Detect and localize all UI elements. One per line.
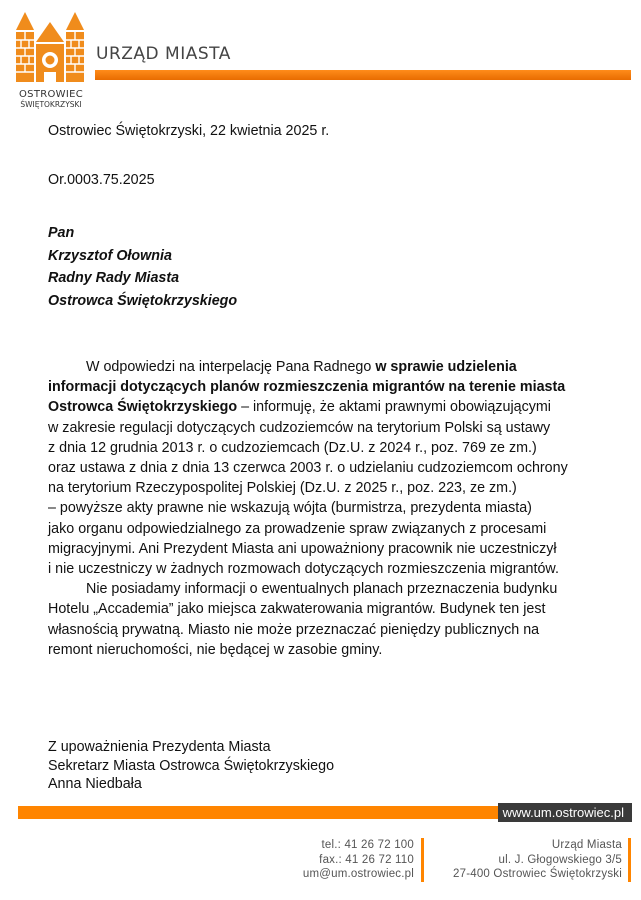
city-crest-logo [14, 8, 86, 84]
body-bold-text: informacji dotyczących planów rozmieszczenia migrantów na terenie miasta [48, 379, 566, 396]
footer-email[interactable]: um@um.ostrowiec.pl [302, 868, 414, 880]
addressee-name: Krzysztof Ołownia [48, 247, 172, 264]
signature-authority: Z upoważnienia Prezydenta Miasta [48, 739, 271, 755]
footer-phone: tel.: 41 26 72 100 [321, 839, 414, 851]
addressee-salutation: Pan [48, 225, 75, 241]
addressee-role: Radny Rady Miasta [48, 270, 180, 286]
body-bold-text: w sprawie udzielenia [375, 359, 517, 375]
signature-block [48, 738, 334, 794]
footer-address-city: 27-400 Ostrowiec Świętokrzyski [453, 868, 622, 880]
body-line: Hotelu „Accademia” jako miejsca zakwaterowania migrantów. Budynek ten jest [48, 601, 546, 618]
body-line [48, 357, 608, 377]
logo-caption [8, 89, 94, 109]
body-text: W odpowiedzi na interpelację Pana Radnego [86, 359, 376, 375]
paragraph-2 [48, 579, 608, 660]
body-line: w zakresie regulacji dotyczących cudzoziemców na terytorium Polski są ustawy [48, 419, 551, 436]
body-line [48, 397, 608, 417]
body-line: własnością prywatną. Miasto nie może przeznaczać pieniędzy publicznych na [48, 621, 540, 638]
footer-website[interactable]: www.um.ostrowiec.pl [498, 803, 632, 822]
body-line: – powyższe akty prawne nie wskazują wójta (burmistrza, prezydenta miasta) [48, 500, 532, 517]
logo-city-name: OSTROWIEC [19, 89, 83, 100]
addressee-city: Ostrowca Świętokrzyskiego [48, 292, 238, 309]
body-text: – informuję, że aktami prawnymi obowiązującymi [237, 399, 551, 416]
reference-number: Or.0003.75.2025 [48, 172, 155, 188]
office-title: URZĄD MIASTA [96, 44, 231, 64]
signature-title: Sekretarz Miasta Ostrowca Świętokrzyskiego [48, 757, 335, 774]
letter-body [48, 357, 608, 660]
footer-fax: fax.: 41 26 72 110 [319, 853, 414, 866]
body-line: jako organu odpowiedzialnego za prowadzenie spraw związanych z procesami [48, 520, 547, 537]
logo-city-suffix: ŚWIĘTOKRZYSKI [20, 100, 82, 109]
addressee-block [48, 222, 237, 312]
place-date: Ostrowiec Świętokrzyski, 22 kwietnia 2025 r. [48, 123, 330, 139]
paragraph-1 [48, 357, 608, 579]
footer-orange-bar [18, 806, 498, 819]
body-line: remont nieruchomości, nie będącej w zasobie gminy. [48, 641, 383, 658]
footer-address-office: Urząd Miasta [551, 839, 622, 851]
header-orange-bar [95, 70, 631, 80]
body-line: oraz ustawa z dnia z dnia 13 czerwca 2003 r. o udzielaniu cudzoziemcom ochrony [48, 460, 568, 477]
footer-divider [628, 838, 631, 882]
footer-divider [421, 838, 424, 882]
body-line: na terytorium Rzeczypospolitej Polskiej (Dz.U. z 2025 r., poz. 223, ze zm.) [48, 480, 517, 497]
body-line: migracyjnymi. Ani Prezydent Miasta ani upoważniony pracownik nie uczestniczył [48, 540, 557, 557]
body-line: Nie posiadamy informacji o ewentualnych planach przeznaczenia budynku [86, 581, 558, 598]
body-bold-text: Ostrowca Świętokrzyskiego [48, 399, 238, 416]
body-line [48, 377, 608, 397]
body-line: z dnia 12 grudnia 2013 r. o cudzoziemcach (Dz.U. z 2024 r., poz. 769 ze zm.) [48, 439, 537, 456]
footer-address-street: ul. J. Głogowskiego 3/5 [498, 853, 622, 866]
footer-contact [280, 838, 414, 882]
signature-name: Anna Niedbała [48, 776, 142, 792]
body-line: i nie uczestniczy w żadnych rozmowach dotyczących rozmieszczenia migrantów. [48, 561, 559, 578]
footer-address [440, 838, 622, 882]
